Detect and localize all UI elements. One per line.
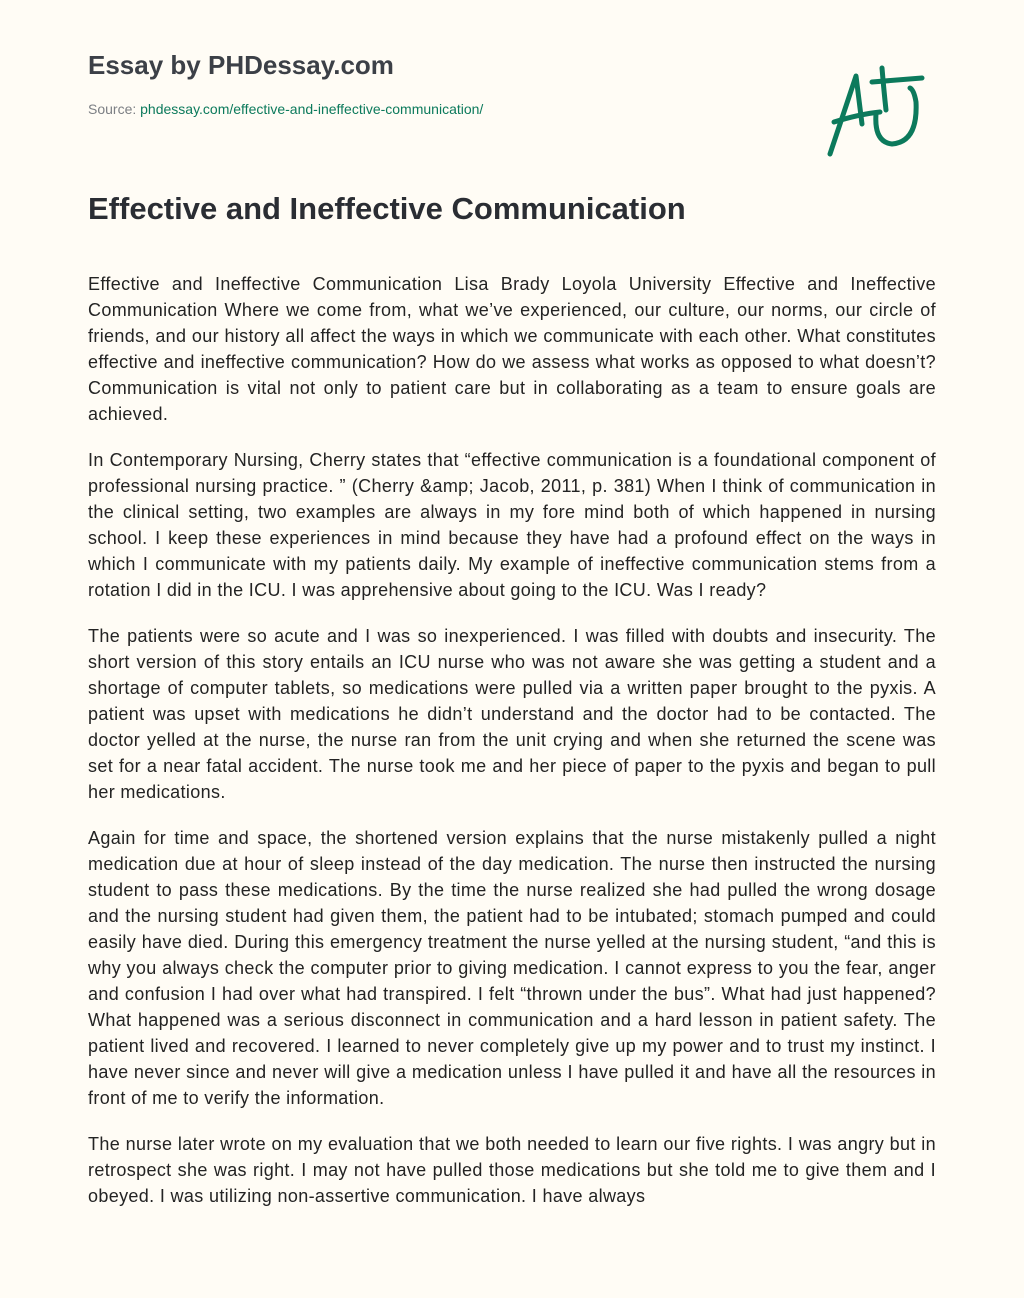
- essay-body: [88, 271, 936, 1253]
- source-label: Source:: [88, 101, 137, 117]
- page-title: Effective and Ineffective Communication: [88, 191, 686, 226]
- essay-paragraph: In Contemporary Nursing, Cherry states that “effective communication is a foundational component of professional nursing practice. ” (Cherry &amp; Jacob, 2011, p. 381) When I think of communication in the clinical setting, two examples are always in my fore mind both of which happened in nursing school. I keep these experiences in mind because they have had a profound effect on the ways in which I communicate with my patients daily. My example of ineffective communication stems from a rotation I did in the ICU. I was apprehensive about going to the ICU. Was I ready?: [88, 450, 936, 600]
- site-brand: Essay by PHDessay.com: [88, 50, 394, 80]
- essay-paragraph: Again for time and space, the shortened version explains that the nurse mistakenly pulled a night medication due at hour of sleep instead of the day medication. The nurse then instructed the nursing student to pass these medications. By the time the nurse realized she had pulled the wrong dosage and the nursing student had given them, the patient had to be intubated; stomach pumped and could easily have died. During this emergency treatment the nurse yelled at the nursing student, “and this is why you always check the computer prior to giving medication. I cannot express to you the fear, anger and confusion I had over what had transpired. I felt “thrown under the bus”. What had just happened? What happened was a serious disconnect in communication and a hard lesson in patient safety. The patient lived and recovered. I learned to never completely give up my power and to trust my instinct. I have never since and never will give a medication unless I have pulled it and have all the resources in front of me to verify the information.: [88, 828, 936, 1108]
- source-link[interactable]: phdessay.com/effective-and-ineffective-communication/: [140, 101, 484, 117]
- essay-paragraph: The nurse later wrote on my evaluation that we both needed to learn our five rights. I was angry but in retrospect she was right. I may not have pulled those medications but she told me to give them and I obeyed. I was utilizing non-assertive communication. I have always: [88, 1134, 936, 1206]
- essay-paragraph: Effective and Ineffective Communication Lisa Brady Loyola University Effective and Ineffective Communication Where we come from, what we’ve experienced, our culture, our norms, our circle of friends, and our history all affect the ways in which we communicate with each other. What constitutes effective and ineffective communication? How do we assess what works as opposed to what doesn’t? Communication is vital not only to patient care but in collaborating as a team to ensure goals are achieved.: [88, 274, 936, 424]
- a-plus-logo-icon: [820, 62, 930, 162]
- source-line: [88, 101, 483, 117]
- essay-paragraph: The patients were so acute and I was so inexperienced. I was filled with doubts and insecurity. The short version of this story entails an ICU nurse who was not aware she was getting a student and a shortage of computer tablets, so medications were pulled via a written paper brought to the pyxis. A patient was upset with medications he didn’t understand and the doctor had to be contacted. The doctor yelled at the nurse, the nurse ran from the unit crying and when she returned the scene was set for a near fatal accident. The nurse took me and her piece of paper to the pyxis and began to pull her medications.: [88, 626, 936, 802]
